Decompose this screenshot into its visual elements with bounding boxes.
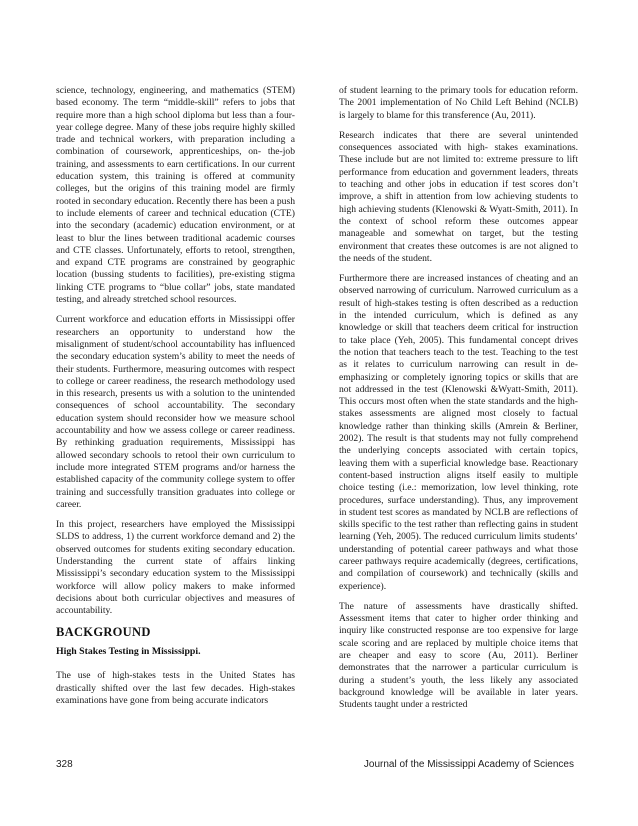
section-heading-background: BACKGROUND (56, 625, 151, 640)
subheading-high-stakes-testing: High Stakes Testing in Mississippi. (56, 646, 201, 658)
left-paragraph-1: science, technology, engineering, and mathematics (STEM) based economy. The term “middle-skill” refers to jobs that require more than a high school diploma but less than a four-year college degree. Many of these jobs require highly skilled trade and technical workers, with preparation including a combination of coursework, apprenticeships, on- the-job training, and assessments to earn certifications. In our current education system, this training is offered at community colleges, but the origins of this training model are firmly rooted in secondary education. Recently there has been a push to include elements of career and technical education (CTE) into the secondary (academic) education environment, or at least to blur the lines between traditional academic courses and CTE classes. Unfortunately, efforts to retool, strengthen, and expand CTE programs are constrained by geographic location (bussing students to facilities), pre-existing stigma linking CTE programs to “blue collar” jobs, state mandated testing, and already stretched school resources. (56, 85, 295, 306)
left-paragraph-3: In this project, researchers have employed the Mississippi SLDS to address, 1) the current workforce demand and 2) the observed outcomes for students exiting secondary education. Understanding the current state of affairs linking Mississippi’s secondary education system to the Mississippi workforce will allow policy makers to make informed decisions about both curricular objectives and measures of accountability. (56, 519, 295, 617)
right-paragraph-4: The nature of assessments have drastically shifted. Assessment items that cater to higher order thinking and inquiry like constructed response are too expensive for large scale scoring and are replaced by multiple choice items that are cheaper and easy to score (Au, 2011). Berliner demonstrates that the narrower a particular curriculum is during a student’s youth, the less likely any associated background knowledge will be available in later years. Students taught under a restricted (339, 600, 578, 711)
left-paragraph-2: Current workforce and education efforts in Mississippi offer researchers an opportunity to understand how the misalignment of student/school accountability has influenced the secondary education system’s ability to meet the needs of their students. Furthermore, measuring outcomes with respect to college or career readiness, the research methodology used in this research, presents us with a solution to the unintended consequences of school accountability. The secondary education system should reconsider how we measure school accountability and how we assess college or career readiness. By rethinking graduation requirements, Mississippi has allowed secondary schools to retool their own curriculum to include more integrated STEM programs and/or harness the established capacity of the community college system to offer training and successfully transition graduates into college or career. (56, 314, 295, 510)
right-paragraph-2: Research indicates that there are several unintended consequences associated with high- stakes examinations. These include but are not limited to: extreme pressure to lift performance from education and government leaders, threats to teaching and other jobs in education if test scores don’t improve, a shift in attention from low achieving students to high achieving students (Klenowski & Wyatt-Smith, 2011). In the context of school reform these outcomes appear manageable and somewhat on target, but the testing environment that creates these outcomes is are not aligned to the needs of the student. (339, 129, 578, 264)
right-paragraph-1: of student learning to the primary tools for education reform. The 2001 implementation of No Child Left Behind (NCLB) is largely to blame for this transference (Au, 2011). (339, 85, 578, 121)
page-number: 328 (56, 759, 73, 770)
left-paragraph-4: The use of high-stakes tests in the United States has drastically shifted over the last few decades. High-stakes examinations have gone from being accurate indicators (56, 670, 295, 707)
journal-title: Journal of the Mississippi Academy of Sciences (363, 759, 574, 770)
right-paragraph-3: Furthermore there are increased instances of cheating and an observed narrowing of curriculum. Narrowed curriculum as a result of high-stakes testing is often described as a reduction in the intended curriculum, which is defined as any knowledge or skill that teachers deem critical for instruction to take place (Yeh, 2005). This fundamental concept drives the notion that teachers teach to the test. Teaching to the test as it relates to curriculum narrowing can result in de-emphasizing or completely ignoring topics or skills that are not addressed in the test (Klenowski &Wyatt-Smith, 2011). This occurs most often when the state standards and the high-stakes assessments are aligned most closely to factual knowledge rather than thinking skills (Amrein & Berliner, 2002). The result is that students may not fully comprehend the underlying concepts associated with certain topics, leaving them with a superficial knowledge base. Reactionary content-based instruction aligns itself easily to multiple choice testing (i.e.: memorization, low level thinking, rote procedures, surface understanding). Thus, any improvement in student test scores as mandated by NCLB are reflections of skills specific to the test rather than reflecting gains in student learning (Yeh, 2005). The reduced curriculum limits students’ understanding of potential career pathways and what those career pathways require academically (degrees, certifications, and compilation of coursework) and technically (skills and experience). (339, 273, 578, 592)
left-column (56, 85, 295, 715)
right-column (339, 85, 578, 720)
